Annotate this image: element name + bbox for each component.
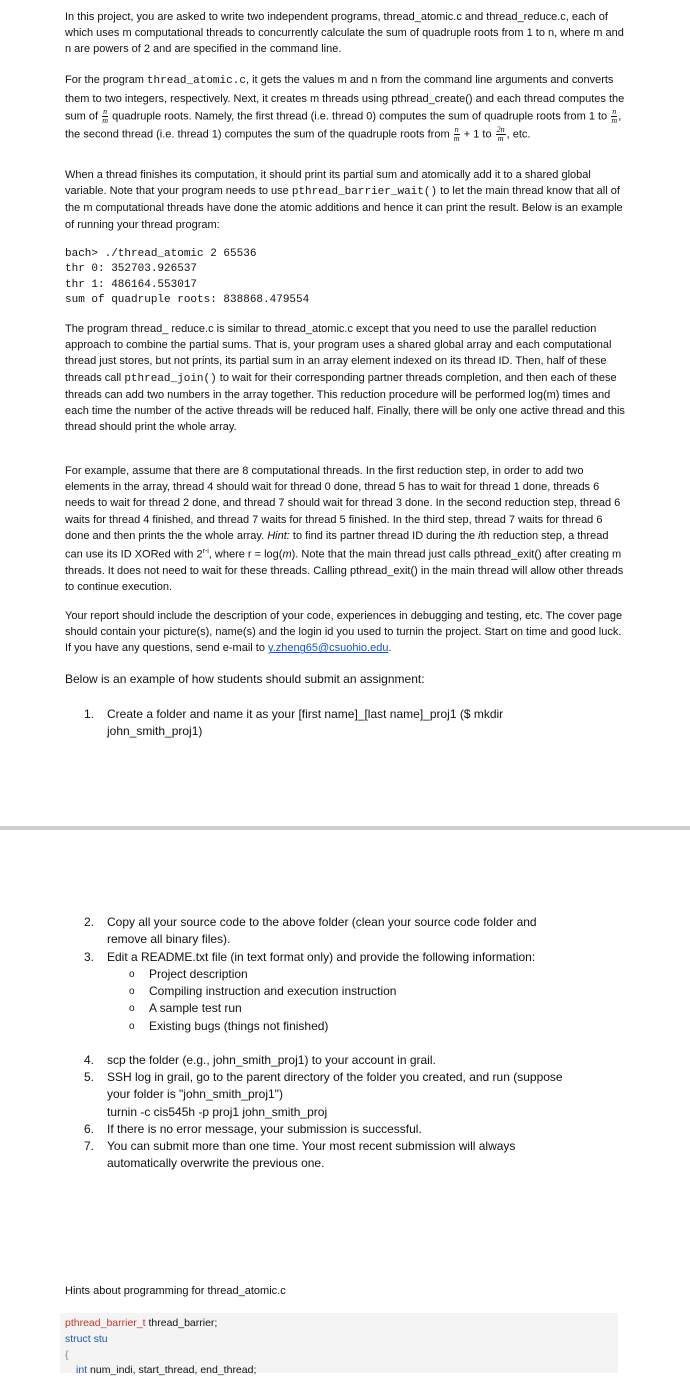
code-line: { <box>65 1349 69 1361</box>
turnin-command: turnin -c cis545h -p proj1 john_smith_proj <box>107 1105 328 1119</box>
fraction-n-over-m: $\frac{n}{m}$ <box>611 107 618 125</box>
bullet-icon: o <box>129 1021 135 1032</box>
inline-code: pthread_barrier_wait() <box>291 186 438 199</box>
inline-code: pthread_join() <box>124 372 217 385</box>
submission-intro: Below is an example of how students should submit an assignment: <box>65 672 425 686</box>
code-line: int num_indi, start_thread, end_thread; <box>76 1364 257 1376</box>
hints-title: Hints about programming for thread_atomic.c <box>65 1285 286 1297</box>
bullet-icon: o <box>129 1003 135 1014</box>
fraction-n-over-m: $\frac{n}{m}$ <box>102 107 108 125</box>
fraction-n-over-m: $\frac{n}{m}$ <box>453 124 460 143</box>
intro-paragraph: In this project, you are asked to write two independent programs, thread_atomic.c and thread_reduce.c, each of which uses m computational threads to concurrently calculate the sum of quadruple roots from 1 to n, where m and n are powers of 2 and are specified in the command line. <box>65 11 624 56</box>
code-line: pthread_barrier_t thread_barrier; <box>65 1317 218 1329</box>
fraction-2n-over-m: $\frac{2n}{m}$ <box>496 124 505 143</box>
bullet-icon: o <box>129 969 135 980</box>
bullet-icon: o <box>129 986 135 997</box>
code-line: struct stu <box>65 1333 108 1345</box>
report-paragraph: Your report should include the description of your code, experiences in debugging and testing, etc. The cover page should contain your picture(s), name(s) and the login id you used to turnin the project. Start on time and good luck. If you have any questions, send e-mail to y.zheng65@csuohio.edu. <box>65 610 623 655</box>
inline-code: thread_atomic.c <box>146 75 246 87</box>
atomic-description-paragraph: For the program thread_atomic.c, it gets the values m and n from the command line arguments and converts them to two integers, respectively. Next, it creates m threads using pthread_create() and each thread computes the sum of $\frac{n}{m}$ quadruple roots. Namely, the first thread (i.e. thread 0) computes the sum of quadruple roots from 1 to $\frac{n}{m}$ , the second thread (i.e. thread 1) computes the sum of the quadruple roots from $\frac{n}{m}$ + 1 to $\frac{2n}{m}$ , etc. <box>65 74 625 143</box>
run-example-output: bach> ./thread_atomic 2 65536 thr 0: 352703.926537 thr 1: 486164.553017 sum of quadruple roots: 838868.479554 <box>65 248 310 306</box>
example-paragraph: For example, assume that there are 8 computational threads. In the first reduction step, in order to add two elements in the array, thread 4 should wait for thread 0 done, thread 5 has to wait for thread 1 done, threads 6 needs to wait for thread 2 done, and thread 7 should wait for thread 3 done. In the second reduction step, thread 6 waits for thread 4 finished, and thread 7 waits for thread 5 finished. In the third step, thread 7 waits for thread 6 done and then prints the the whole array. Hint: to find its partner thread ID during the ith reduction step, a thread can use its ID XORed with 2$^{r-i}$, where r = log(m). Note that the main thread just calls pthread_exit() after creating m threads. It does not need to wait for these threads. Calling pthread_exit() in the main thread will allow other threads to continue execution. <box>65 465 624 594</box>
document-page-1: In this project, you are asked to write two independent programs, thread_atomic.c and thread_reduce.c, each of which uses m computational threads to concurrently calculate the sum of quadruple roots from 1 to n, where m and n are powers of 2 and are specified in the command line. For the program thread_atomic.c, it gets the values m and n from the command line arguments and converts them to two integers, respectively. Next, it creates m threads using pthread_create() and each thread computes the sum of $\frac{n}{m}$ quadruple roots. Namely, the first thread (i.e. thread 0) computes the sum of quadruple roots from 1 to $\frac{n}{m}$ , the second thread (i.e. thread 1) computes the sum of the quadruple roots from $\frac{n}{m}$ + 1 to $\frac{2n}{m}$ , etc. When a thread finishes its computation, it should print its partial sum and atomically add it to a shared global variable. Note that your program needs to use pthread_barrier_wait() to let the main thread know that all of the m computational threads have done the atomic additions and hence it can print the result. Below is an example of running your thread program: bach> ./thread_atomic 2 65536 thr 0: 352703.926537 thr 1: 486164.553017 sum of quadruple roots: 838868.479554 The program thread_ reduce.c is similar to thread_atomic.c except that you need to use the parallel reduction approach to combine the partial sums. That is, your program uses a shared global array and each computational thread just stores, but not prints, its partial sum in an array element indexed on its thread ID. Then, half of these threads call pthread_join() to wait for their corresponding partner threads completion, and then each of these threads can add two numbers in the array together. This reduction procedure will be performed log(m) times and each time the number of the active threads will be reduced half. Finally, there will be only one active thread and this thread should print the whole array. For example, assume that there are 8 computational threads. In the first reduction step, in order to add two elements in the array, thread 4 should wait for thread 0 done, thread 5 has to wait for thread 1 done, threads 6 needs to wait for thread 2 done, and thread 7 should wait for thread 3 done. In the second reduction step, thread 6 waits for thread 4 finished, and thread 7 waits for thread 5 finished. In the third step, thread 7 waits for thread 6 done and then prints the the whole array. Hint: to find its partner thread ID during the ith reduction step, a thread can use its ID XORed with 2$^{r-i}$, where r = log(m). Note that the main thread just calls pthread_exit() after creating m threads. It does not need to wait for these threads. Calling pthread_exit() in the main thread will allow other threads to continue execution. Your report should include the description of your code, experiences in debugging and testing, etc. The cover page should contain your picture(s), name(s) and the login id you used to turnin the project. Start on time and good luck. If you have any questions, send e-mail to y.zheng65@csuohio.edu. Below is an example of how students should submit an assignment: 1. Create a folder and name it as your [first name]_[last name]_proj1 ($ mkdir john_smith_proj1) <box>0 0 690 826</box>
reduce-description-paragraph: The program thread_ reduce.c is similar to thread_atomic.c except that you need to use the parallel reduction approach to combine the partial sums. That is, your program uses a shared global array and each computational thread just stores, but not prints, its partial sum in an array element indexed on its thread ID. Then, half of these threads call pthread_join() to wait for their corresponding partner threads completion, and then each of these threads can add two numbers in the array together. This reduction procedure will be performed log(m) times and each time the number of the active threads will be reduced half. Finally, there will be only one active thread and this thread should print the whole array. <box>65 323 625 434</box>
barrier-paragraph: When a thread finishes its computation, it should print its partial sum and atomically add it to a shared global variable. Note that your program needs to use pthread_barrier_wait() to let the main thread know that all of the m computational threads have done the atomic additions and hence it can print the result. Below is an example of running your thread program: <box>65 169 623 231</box>
email-link[interactable]: y.zheng65@csuohio.edu <box>268 642 389 655</box>
